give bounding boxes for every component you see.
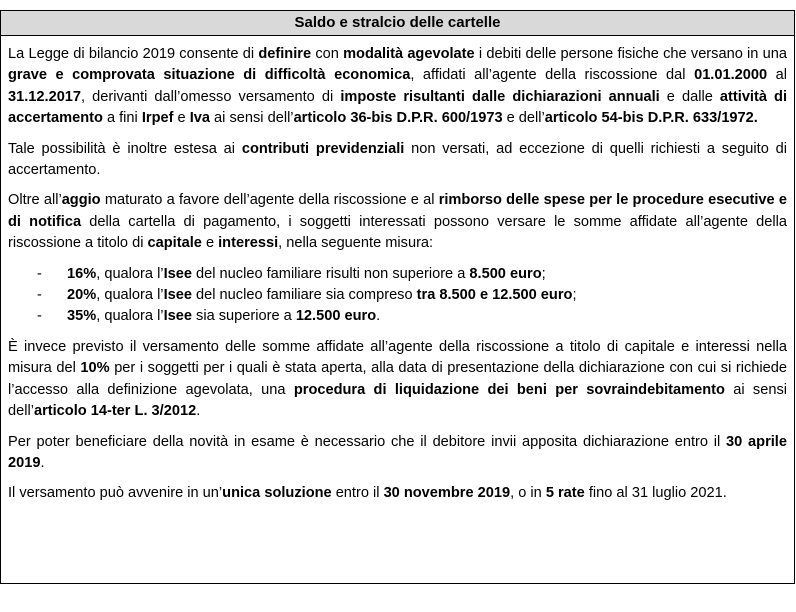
paragraph-text: , o in bbox=[510, 485, 546, 502]
bullet-dash: - bbox=[37, 265, 42, 282]
paragraph-bold-text: Irpef bbox=[141, 110, 174, 127]
list-item-bold-text: 12.500 euro bbox=[295, 308, 377, 325]
paragraph-text: e dell’ bbox=[502, 110, 545, 127]
paragraph-p4 bbox=[8, 337, 787, 423]
list-item-text: , qualora l’ bbox=[96, 308, 164, 325]
bullet-dash: - bbox=[37, 308, 42, 325]
list-item-bold-text: 16% bbox=[67, 265, 97, 282]
list-item-bold-text: 8.500 euro bbox=[469, 265, 542, 282]
paragraph-bold-text: 31.12.2017 bbox=[8, 88, 82, 105]
box-title: Saldo e stralcio delle cartelle bbox=[1, 11, 794, 36]
paragraph-text: ai sensi dell’ bbox=[210, 110, 294, 127]
paragraph-bold-text: capitale bbox=[147, 235, 202, 252]
paragraph-bold-text: 01.01.2000 bbox=[694, 67, 768, 84]
paragraph-text: . bbox=[196, 403, 201, 420]
rates-list bbox=[8, 264, 787, 328]
list-item-bold-text: tra 8.500 e 12.500 euro bbox=[416, 287, 573, 304]
list-item-text: ; bbox=[541, 265, 546, 282]
paragraph-bold-text: 5 rate bbox=[545, 485, 585, 502]
paragraph-text: al bbox=[767, 67, 788, 84]
paragraph-bold-text: aggio bbox=[61, 192, 101, 209]
paragraph-text: e dalle bbox=[659, 88, 720, 105]
list-item-b2 bbox=[8, 285, 787, 306]
paragraph-text: della cartella di pagamento, i soggetti interessati possono versare le somme affidate all’agente della riscossione a titolo di bbox=[8, 213, 787, 252]
paragraph-p3 bbox=[8, 190, 787, 254]
bullet-dash: - bbox=[37, 287, 42, 304]
list-item-b1 bbox=[8, 264, 787, 285]
paragraph-bold-text: procedura di liquidazione dei beni per sovraindebitamento bbox=[293, 381, 725, 398]
box-body bbox=[1, 36, 794, 505]
paragraph-text: ai sensi dell’ bbox=[8, 381, 787, 420]
paragraph-text: La Legge di bilancio 2019 consente di bbox=[8, 46, 259, 62]
list-item-bold-text: Isee bbox=[163, 287, 192, 304]
paragraph-p5 bbox=[8, 432, 787, 475]
paragraph-bold-text: 30 novembre 2019 bbox=[383, 485, 511, 502]
paragraph-text: non versati, ad eccezione di quelli richiesti a seguito di accertamento. bbox=[8, 140, 787, 179]
paragraph-text: , derivanti dall’omesso versamento di bbox=[81, 88, 341, 105]
paragraph-bold-text: articolo 36-bis D.P.R. 600/1973 bbox=[293, 110, 503, 127]
paragraph-bold-text: modalità agevolate bbox=[343, 46, 475, 62]
paragraph-text: . bbox=[40, 454, 45, 471]
list-item-text: del nucleo familiare sia compreso bbox=[191, 287, 417, 304]
paragraph-text: con bbox=[311, 46, 344, 62]
paragraph-bold-text: definire bbox=[258, 46, 312, 62]
list-item-b3 bbox=[8, 306, 787, 327]
paragraph-text: Oltre all’ bbox=[8, 192, 62, 209]
paragraph-text: È invece previsto il versamento delle somme affidate all’agente della riscossione a titolo di capitale e interessi nella misura del bbox=[8, 338, 787, 377]
paragraph-p1 bbox=[8, 44, 787, 130]
paragraph-bold-text: attività di accertamento bbox=[8, 88, 788, 127]
paragraph-text: e bbox=[173, 110, 190, 127]
paragraph-text: maturato a favore dell’agente della riscossione e al bbox=[100, 192, 439, 209]
paragraph-bold-text: interessi bbox=[218, 235, 279, 252]
paragraph-bold-text: grave e comprovata situazione di difficoltà economica bbox=[8, 67, 411, 84]
paragraph-bold-text: imposte risultanti dalle dichiarazioni annuali bbox=[340, 88, 660, 105]
paragraph-text: entro il bbox=[331, 485, 384, 502]
list-item-text: , qualora l’ bbox=[96, 265, 164, 282]
info-box bbox=[0, 10, 795, 584]
list-item-text: sia superiore a bbox=[191, 308, 296, 325]
list-item-text: ; bbox=[572, 287, 577, 304]
paragraph-text: Tale possibilità è inoltre estesa ai bbox=[8, 140, 242, 157]
paragraph-text: Il versamento può avvenire in un’ bbox=[8, 485, 223, 502]
list-item-text: . bbox=[376, 308, 381, 325]
paragraph-bold-text: contributi previdenziali bbox=[241, 140, 405, 157]
paragraph-group-intro bbox=[8, 44, 787, 255]
paragraph-bold-text: articolo 14-ter L. 3/2012 bbox=[33, 403, 197, 420]
paragraph-p2 bbox=[8, 139, 787, 182]
paragraph-bold-text: rimborso delle spese per le procedure esecutive e di notifica bbox=[8, 192, 787, 230]
paragraph-bold-text: 30 aprile 2019 bbox=[8, 433, 787, 471]
paragraph-bold-text: articolo 54-bis D.P.R. 633/1972. bbox=[544, 110, 758, 127]
paragraph-text: per i soggetti per i quali è stata aperta, alla data di presentazione della dichiarazione con cui si richiede l’accesso alla definizione agevolata, una bbox=[8, 360, 788, 398]
paragraph-text: Per poter beneficiare della novità in esame è necessario che il debitore invii apposita dichiarazione entro il bbox=[8, 433, 727, 450]
paragraph-text: , affidati all’agente della riscossione dal bbox=[410, 67, 695, 84]
paragraph-text: e bbox=[201, 235, 219, 252]
paragraph-bold-text: 10% bbox=[80, 360, 110, 377]
list-item-bold-text: 35% bbox=[67, 308, 97, 325]
list-item-bold-text: 20% bbox=[67, 287, 97, 304]
list-item-bold-text: Isee bbox=[163, 265, 192, 282]
paragraph-p6 bbox=[8, 483, 787, 504]
paragraph-group-details bbox=[8, 337, 787, 505]
list-item-bold-text: Isee bbox=[163, 308, 192, 325]
list-item-text: del nucleo familiare risulti non superiore a bbox=[191, 265, 470, 282]
paragraph-bold-text: unica soluzione bbox=[222, 485, 332, 502]
paragraph-text: fino al 31 luglio 2021. bbox=[584, 485, 727, 502]
paragraph-text: a fini bbox=[102, 110, 142, 127]
paragraph-bold-text: Iva bbox=[189, 110, 210, 127]
paragraph-text: , nella seguente misura: bbox=[278, 235, 434, 252]
paragraph-text: i debiti delle persone fisiche che versano in una bbox=[474, 46, 787, 62]
list-item-text: , qualora l’ bbox=[96, 287, 164, 304]
